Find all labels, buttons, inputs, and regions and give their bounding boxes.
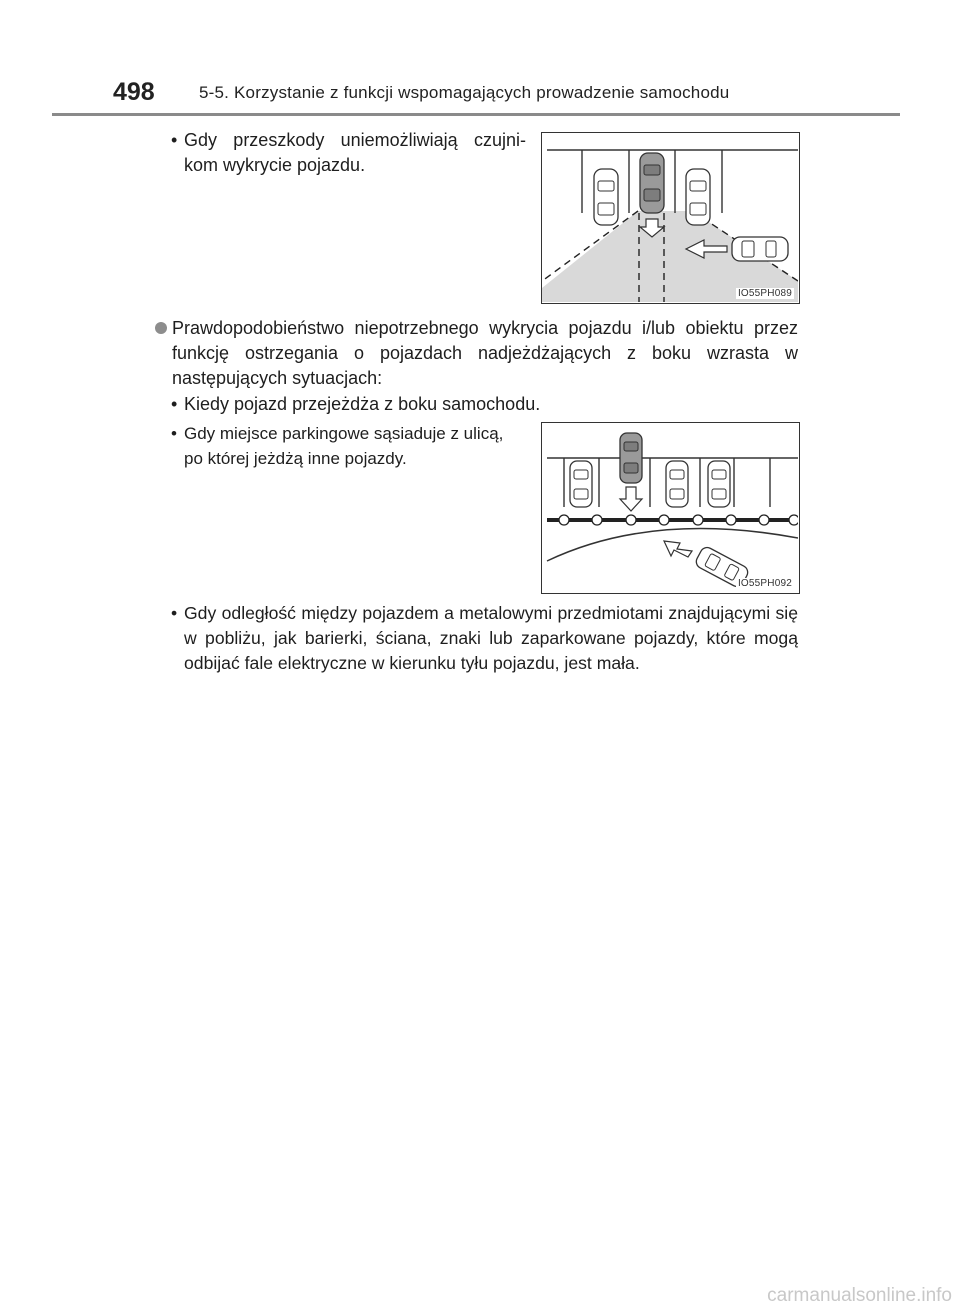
page-header: [0, 0, 960, 120]
bullet-passing-vehicle: [171, 392, 784, 417]
figure-obstacles-drawing: [542, 133, 798, 302]
section-title: 5-5. Korzystanie z funkcji wspomagających prowadzenie samochodu: [199, 83, 730, 102]
figure-street: [541, 422, 800, 594]
bullet-dot: •: [171, 130, 178, 150]
bullet-dot: •: [171, 603, 178, 623]
paragraph-text: Prawdopodobieństwo niepotrzebnego wykrycia pojazdu i/lub obiektu przez funkcję ostrzegania o pojazdach nadjeżdżających z boku wzrasta w następujących sytuacjach:: [172, 318, 798, 388]
bullet-metal-objects-text: Gdy odległość między pojazdem a metalowymi przedmiotami znajdującymi się w pobliżu, jak barierki, ściana, znaki lub zaparkowane pojazdy, które mogą odbijać fale elektryczne w kierunku tyłu pojazdu, jest mała.: [184, 603, 798, 673]
header-rule: [52, 113, 900, 116]
bullet-dot: •: [171, 424, 177, 443]
bullet-parking-near-street-text: Gdy miejsce parkingowe sąsiaduje z ulicą, po której jeżdżą inne pojazdy.: [184, 424, 504, 468]
figure-street-drawing: [542, 423, 798, 592]
footer-watermark: carmanualsonline.info: [767, 1285, 952, 1306]
bullet-obstacles: [171, 128, 526, 178]
figure-code: IO55PH092: [737, 578, 792, 589]
circle-bullet-icon: [155, 322, 167, 334]
bullet-metal-objects: [171, 601, 798, 676]
page-number: 498: [113, 78, 155, 106]
figure-obstacles: [541, 132, 800, 304]
bullet-dot: •: [171, 394, 178, 414]
paragraph-unnecessary-detection: [172, 316, 798, 391]
bullet-obstacles-text: Gdy przeszkody uniemożliwiają czujni- kom wykrycie pojazdu.: [184, 130, 526, 175]
bullet-parking-near-street: [171, 421, 526, 471]
figure-code: IO55PH089: [737, 288, 792, 299]
bullet-passing-vehicle-text: Kiedy pojazd przejeżdża z boku samochodu.: [184, 394, 541, 414]
